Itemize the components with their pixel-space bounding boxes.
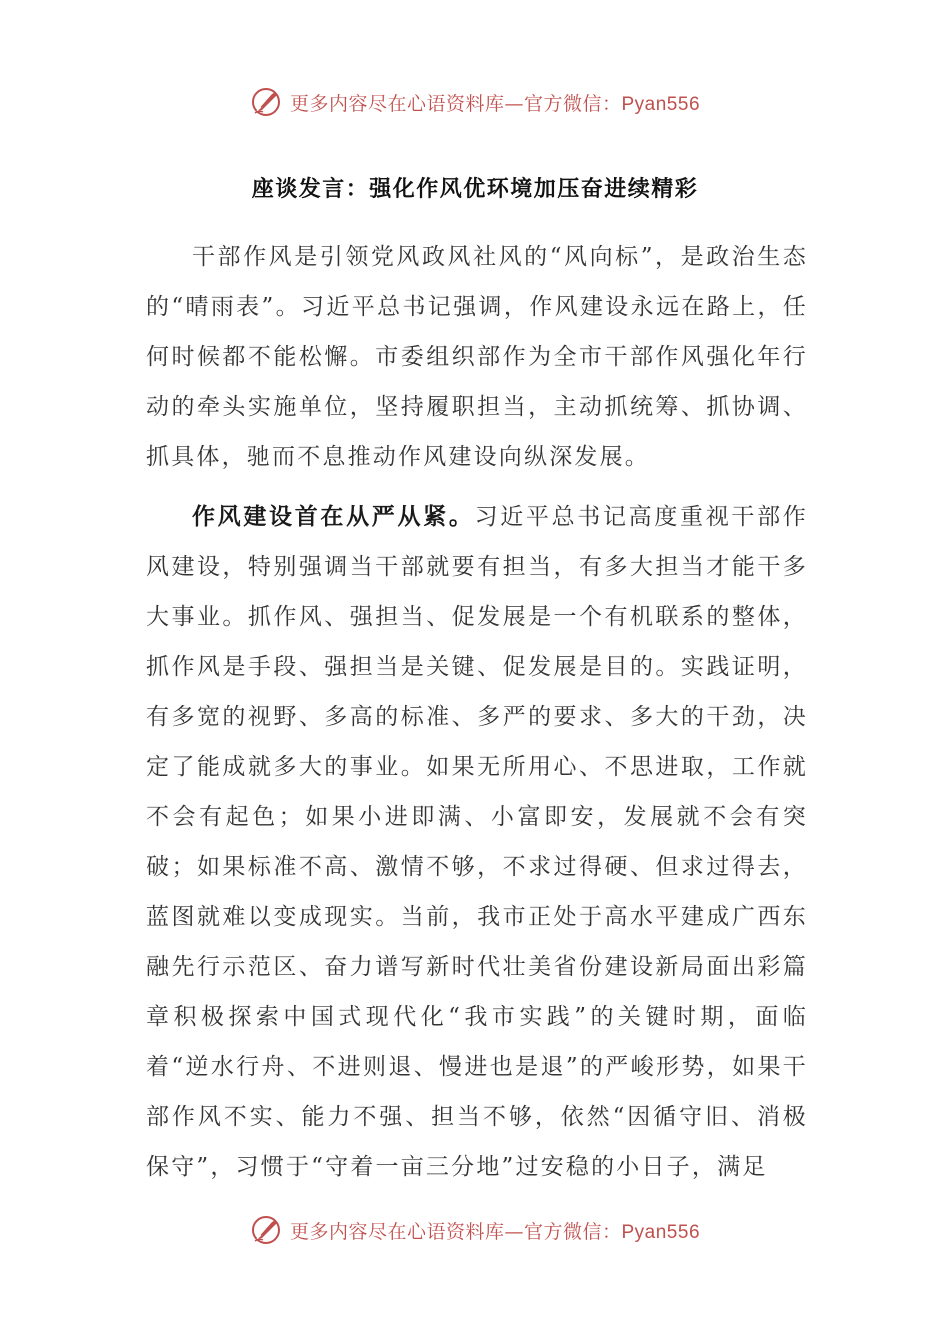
- paragraph-2-text: 习近平总书记高度重视干部作风建设，特别强调当干部就要有担当，有多大担当才能干多大事业。抓作风、强担当、促发展是一个有机联系的整体，抓作风是手段、强担当是关键、促发展是目的。实践证明，有多宽的视野、多高的标准、多严的要求、多大的干劲，决定了能成就多大的事业。如果无所用心、不思进取，工作就不会有起色；如果小进即满、小富即安，发展就不会有突破；如果标准不高、激情不够，不求过得硬、但求过得去，蓝图就难以变成现实。当前，我市正处于高水平建成广西东融先行示范区、奋力谱写新时代壮美省份建设新局面出彩篇章积极探索中国式现代化“我市实践”的关键时期，面临着“逆水行舟、不进则退、慢进也是退”的严峻形势，如果干部作风不实、能力不强、担当不够，依然“因循守旧、消极保守”，习惯于“守着一亩三分地”过安稳的小日子，满足: [146, 504, 808, 1180]
- paragraph-2: [146, 492, 808, 1192]
- quill-pen-logo-icon: [250, 1214, 282, 1246]
- footer-wechat-id: Pyan556: [621, 1221, 701, 1243]
- header-banner: [0, 82, 950, 122]
- header-wechat-id: Pyan556: [621, 93, 701, 115]
- paragraph-1-text: 干部作风是引领党风政风社风的“风向标”，是政治生态的“晴雨表”。习近平总书记强调，作风建设永远在路上，任何时候都不能松懈。市委组织部作为全市干部作风强化年行动的牵头实施单位，坚持履职担当，主动抓统筹、抓协调、抓具体，驰而不息推动作风建设向纵深发展。: [146, 244, 808, 470]
- header-brand-label: 更多内容尽在心语资料库—官方微信：: [289, 92, 622, 115]
- paragraph-2-lead: 作风建设首在从严从紧。: [192, 504, 475, 530]
- footer-brand-label: 更多内容尽在心语资料库—官方微信：: [289, 1220, 622, 1243]
- header-brand-text: [290, 89, 700, 116]
- quill-pen-logo-icon: [250, 86, 282, 118]
- document-title: 座谈发言：强化作风优环境加压奋进续精彩: [251, 177, 699, 202]
- footer-banner: [0, 1210, 950, 1250]
- footer-brand-text: [290, 1217, 700, 1244]
- paragraph-1: [146, 232, 808, 482]
